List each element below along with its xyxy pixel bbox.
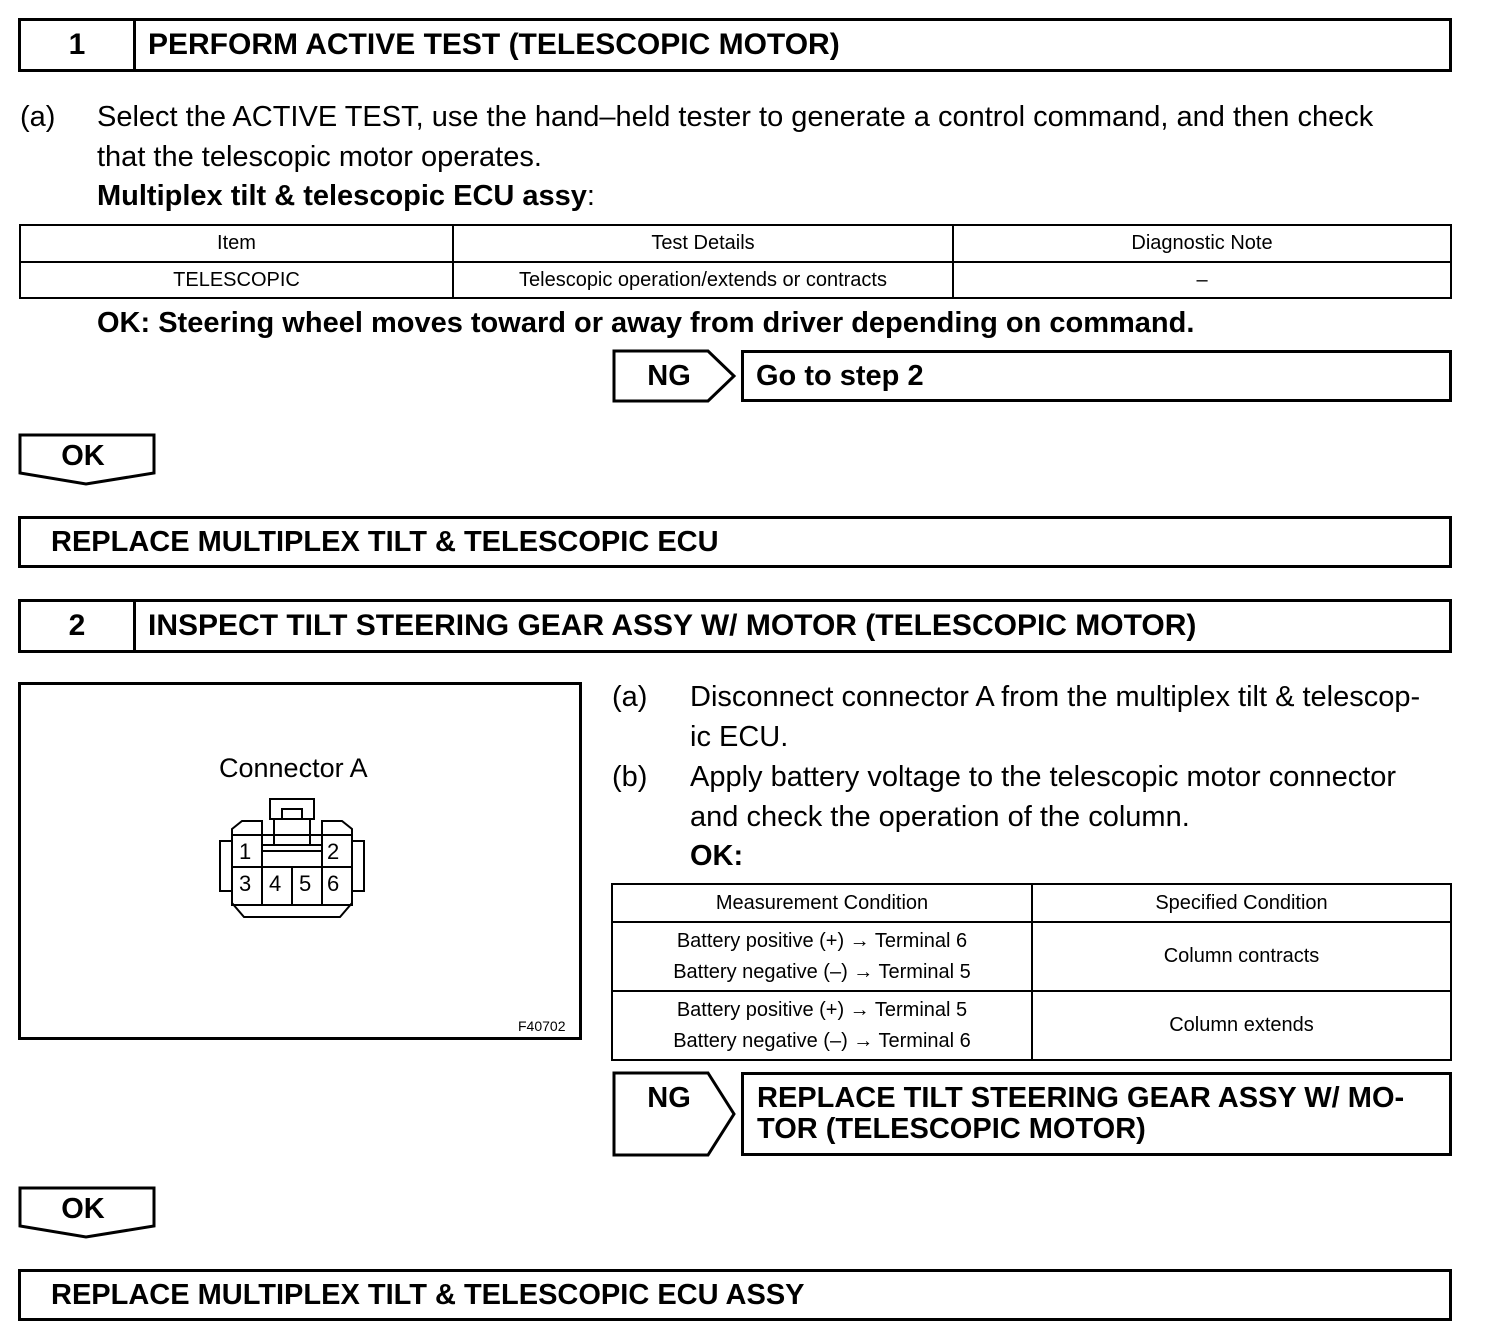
table-header-test-details: Test Details — [453, 225, 953, 262]
step-1-subheading — [97, 176, 595, 216]
step-1-header — [18, 18, 1452, 72]
table-header-item: Item — [20, 225, 453, 262]
condition-line: Battery positive (+) → Terminal 6 — [676, 929, 968, 952]
table-cell: Column contracts — [1032, 922, 1451, 991]
active-test-table — [19, 224, 1452, 299]
subheading-text: Multiplex tilt & telescopic ECU assy — [97, 180, 587, 212]
ng-label: NG — [647, 360, 691, 392]
table-cell — [612, 991, 1032, 1060]
terminal-3: 3 — [239, 871, 252, 896]
step-2-item-b-line2: and check the operation of the column. — [690, 801, 1190, 833]
step-2-item-a-label: (a) — [612, 681, 648, 713]
step-1-item-a-line2: that the telescopic motor operates. — [97, 141, 542, 173]
table-row — [612, 922, 1451, 991]
ng-action-box: Go to step 2 — [741, 350, 1452, 402]
condition-line: Battery positive (+) → Terminal 5 — [676, 998, 968, 1021]
terminal-4: 4 — [269, 871, 282, 896]
step-2-header — [18, 599, 1452, 653]
step-2-ok-heading: OK: — [690, 840, 744, 872]
step-number: 2 — [21, 602, 136, 650]
table-header-measurement: Measurement Condition — [612, 884, 1032, 922]
table-cell: Column extends — [1032, 991, 1451, 1060]
condition-line: Battery negative (–) → Terminal 5 — [673, 960, 971, 983]
terminal-1: 1 — [239, 839, 252, 864]
ng-action-line: REPLACE TILT STEERING GEAR ASSY W/ MO- — [757, 1082, 1405, 1114]
motor-check-table — [611, 883, 1452, 1061]
step-2-item-a-line2: ic ECU. — [690, 721, 789, 753]
terminal-5: 5 — [299, 871, 312, 896]
connector-figure — [18, 682, 582, 1040]
step-1-item-a-line1: Select the ACTIVE TEST, use the hand–held tester to generate a control command, and then check — [97, 101, 1374, 133]
step-title: INSPECT TILT STEERING GEAR ASSY W/ MOTOR (TELESCOPIC MOTOR) — [148, 609, 1197, 642]
table-cell — [612, 922, 1032, 991]
step-2-result: REPLACE MULTIPLEX TILT & TELESCOPIC ECU ASSY — [18, 1269, 1452, 1321]
step-1-item-a-label: (a) — [20, 101, 56, 133]
subheading-colon: : — [586, 180, 595, 212]
step-number: 1 — [21, 21, 136, 69]
condition-line: Battery negative (–) → Terminal 6 — [673, 1029, 971, 1052]
step-2-item-b-label: (b) — [612, 761, 648, 793]
step-2-item-b-line1: Apply battery voltage to the telescopic motor connector — [690, 761, 1397, 793]
table-row — [612, 991, 1451, 1060]
step-2-item-a-line1: Disconnect connector A from the multiplex tilt & telescop- — [690, 681, 1421, 713]
step-1-ok-criteria: OK: Steering wheel moves toward or away from driver depending on command. — [97, 307, 1195, 339]
figure-id: F40702 — [518, 1018, 566, 1034]
table-cell: TELESCOPIC — [20, 262, 453, 298]
table-row — [20, 262, 1451, 298]
step-title: PERFORM ACTIVE TEST (TELESCOPIC MOTOR) — [148, 28, 840, 61]
table-cell: Telescopic operation/extends or contracts — [453, 262, 953, 298]
table-header-diagnostic-note: Diagnostic Note — [953, 225, 1451, 262]
ng-action-box — [741, 1072, 1452, 1156]
ok-label: OK — [61, 440, 105, 472]
ok-label: OK — [61, 1193, 105, 1225]
terminal-2: 2 — [327, 839, 340, 864]
table-cell: – — [953, 262, 1451, 298]
ng-action-line: TOR (TELESCOPIC MOTOR) — [757, 1113, 1146, 1145]
ng-label: NG — [647, 1082, 691, 1114]
step-1-result: REPLACE MULTIPLEX TILT & TELESCOPIC ECU — [18, 516, 1452, 568]
figure-caption: Connector A — [219, 753, 368, 783]
table-header-specified: Specified Condition — [1032, 884, 1451, 922]
terminal-6: 6 — [327, 871, 340, 896]
